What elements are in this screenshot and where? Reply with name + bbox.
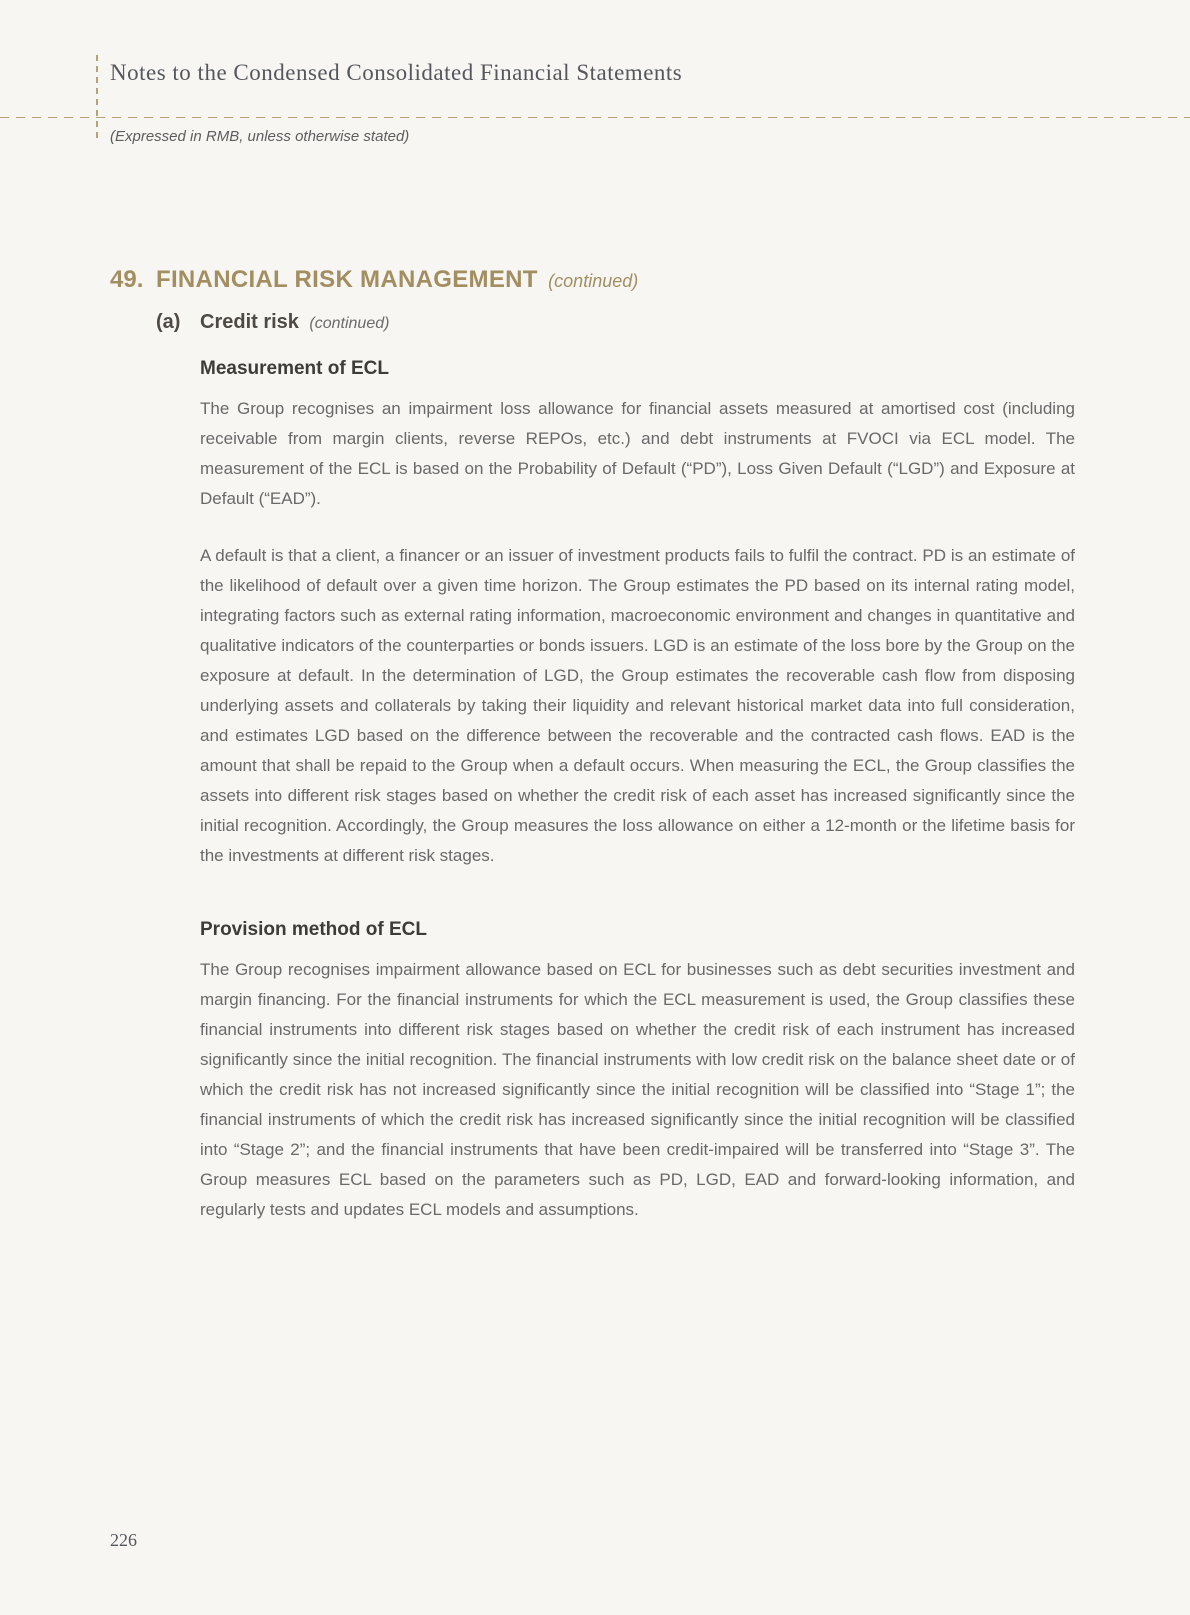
- section-continued-label: (continued): [548, 271, 639, 291]
- subsection-label: (a): [156, 311, 181, 333]
- section-number: 49.: [110, 266, 144, 293]
- body-paragraph: The Group recognises impairment allowance based on ECL for businesses such as debt securities investment and margin financing. For the financial instruments for which the ECL measurement is used, the Group classifies these financial instruments into different risk stages based on whether the credit risk of each instrument has increased significantly since the initial recognition. The financial instruments with low credit risk on the balance sheet date or of which the credit risk has not increased significantly since the initial recognition will be classified into “Stage 1”; the financial instruments of which the credit risk has increased significantly since the initial recognition will be classified into “Stage 2”; and the financial instruments that have been credit-impaired will be transferred into “Stage 3”. The Group measures ECL based on the parameters such as PD, LGD, EAD and forward-looking information, and regularly tests and updates ECL models and assumptions.: [200, 960, 1075, 1219]
- body-paragraph: The Group recognises an impairment loss allowance for financial assets measured at amortised cost (including receivable from margin clients, reverse REPOs, etc.) and debt instruments at FVOCI via ECL model. The measurement of the ECL is based on the Probability of Default (“PD”), Loss Given Default (“LGD”) and Exposure at Default (“EAD”).: [200, 399, 1075, 508]
- page-number: 226: [110, 1530, 137, 1550]
- currency-note: (Expressed in RMB, unless otherwise stated): [110, 128, 410, 145]
- block-heading: Provision method of ECL: [200, 919, 427, 940]
- main-content: [110, 266, 1075, 1225]
- subsection-continued-label: (continued): [309, 315, 390, 332]
- block-heading: Measurement of ECL: [200, 358, 389, 379]
- provision-method-of-ecl-block: [200, 919, 1075, 1225]
- decorative-horizontal-dashed-line: [0, 117, 1190, 118]
- decorative-vertical-dashed-line: [96, 55, 98, 143]
- measurement-of-ecl-block: [200, 358, 1075, 871]
- section-title: FINANCIAL RISK MANAGEMENT: [156, 266, 538, 293]
- body-paragraph: A default is that a client, a financer or an issuer of investment products fails to fulfil the contract. PD is an estimate of the likelihood of default over a given time horizon. The Group estimates the PD based on its internal rating model, integrating factors such as external rating information, macroeconomic environment and changes in quantitative and qualitative indicators of the counterparties or bonds issuers. LGD is an estimate of the loss bore by the Group on the exposure at default. In the determination of LGD, the Group estimates the recoverable cash flow from disposing underlying assets and collaterals by taking their liquidity and relevant historical market data into full consideration, and estimates LGD based on the difference between the recoverable and the contracted cash flows. EAD is the amount that shall be repaid to the Group when a default occurs. When measuring the ECL, the Group classifies the assets into different risk stages based on whether the credit risk of each asset has increased significantly since the initial recognition. Accordingly, the Group measures the loss allowance on either a 12-month or the lifetime basis for the investments at different risk stages.: [200, 546, 1075, 865]
- subsection-title: Credit risk: [200, 311, 299, 333]
- document-title: Notes to the Condensed Consolidated Financial Statements: [110, 60, 683, 85]
- section-heading: [110, 266, 1075, 294]
- subsection-heading: [110, 311, 1075, 334]
